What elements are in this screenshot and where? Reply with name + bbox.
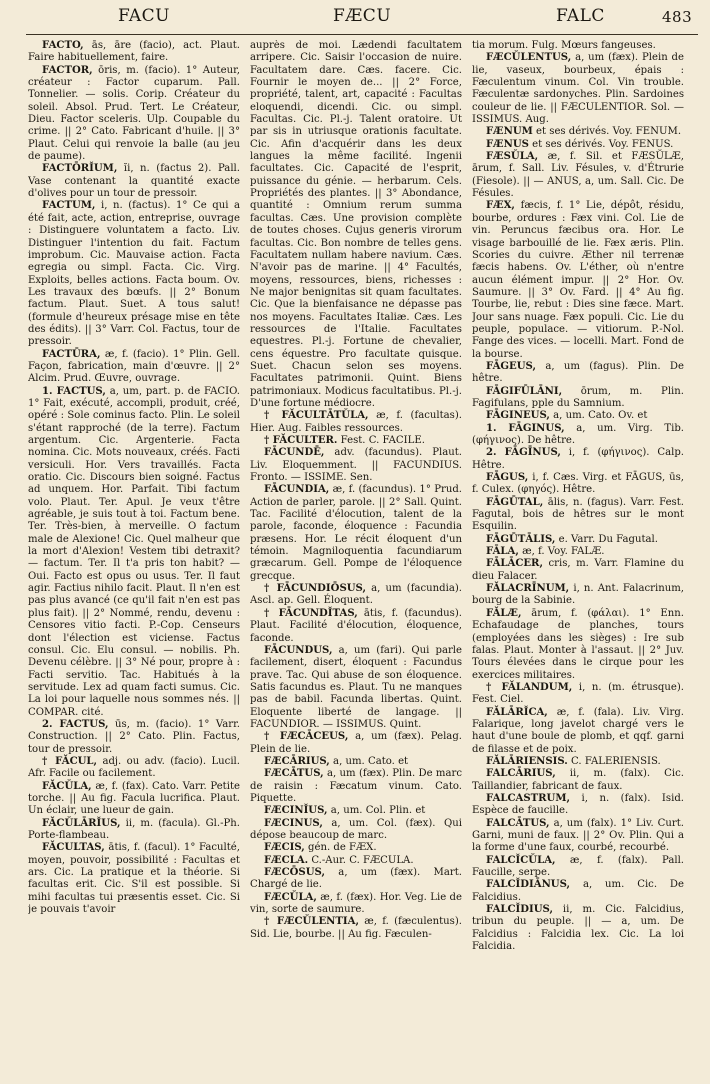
entry-definition: ās, āre (facio), act. Plaut. Faire habituellement, faire. (28, 40, 240, 64)
entry-headword: FÆCŌSUS, (264, 867, 325, 879)
entry-headword: † FĂCUL, (42, 755, 98, 767)
dictionary-entry (250, 583, 462, 608)
entry-headword: † FÆCĀCEUS, (264, 731, 349, 743)
entry-definition: ĭi, n. (factus 2). Pall. Vase contenant la quantité exacte d'olives pour un tour de pressoir. (28, 163, 240, 200)
dictionary-entry (472, 361, 684, 386)
dictionary-entry (472, 410, 684, 422)
entry-definition: C.-Aur. C. FÆCULA. (311, 854, 414, 866)
entry-headword: 2. FĀGĪNUS, (486, 447, 561, 459)
dictionary-entry (472, 707, 684, 756)
entry-headword: FÆCĀTUS, (264, 768, 324, 780)
dictionary-entry (250, 731, 462, 756)
entry-headword: FĂLÆ, (486, 607, 522, 619)
dictionary-entry (472, 126, 684, 138)
running-head-left: FACU (118, 6, 170, 26)
entry-headword: 1. FĀGINUS, (486, 422, 565, 434)
entry-definition: a, um. Cato. Ov. et (553, 410, 648, 422)
entry-definition: a, um (fæx). Plein de lie, vaseux, bourbeux, épais : Fæculentum vinum. Col. Vin trouble. Fæculentæ sardonyches. Plin. Sardoines couleur de lie. || FÆCULENTIOR. Sol. — ISSIMUS. Aug. (472, 52, 684, 126)
column-2 (250, 40, 462, 1070)
dictionary-entry (250, 892, 462, 917)
entry-definition: æ, f. (fæculentus). Sid. Lie, bourbe. || Au fig. Fæculen- (250, 916, 462, 940)
entry-definition: cris, m. Varr. Flamine du dieu Falacer. (472, 558, 684, 582)
dictionary-entry (472, 818, 684, 855)
dictionary-entry (472, 855, 684, 880)
entry-headword: † FĀCUNDĬTAS, (264, 607, 358, 619)
dictionary-entry (472, 52, 684, 126)
entry-definition: auprès de moi. Lædendi facultatem arripere. Cic. Saisir l'occasion de nuire. Facultatem dare. Cæs. facere. Cic. Fournir le moyen de... || 2° Force, propriété, talent, art, capacité : Facultas eloquendi, dicendi. Cic. ou simpl. Facultas. Cic. Pl.-j. Talent oratoire. Ut par sis in utriusque orationis facultate. Cic. Afin d'acquérir dans les deux langues la même facilité. Ingenii facultates. Cic. Capacité de l'esprit, puissance du génie. — herbarum. Cels. Propriétés des plantes. || 3° Abondance, quantité : Omnium rerum summa facultas. Cæs. Une provision complète de toutes choses. Cujus generis virorum facultas. Cic. Bon nombre de telles gens. Facultatem nullam habere navium. Cæs. N'avoir pas de marine. || 4° Facultés, moyens, ressources, biens, richesses : Ne major benignitas sit quam facultates. Cic. Que la bienfaisance ne dépasse pas nos moyens. Facultates Italiæ. Cæs. Les ressources de l'Italie. Facultates equestres. Pl.-j. Fortune de chevalier, cens équestre. Pro facultate quisque. Suet. Chacun selon ses moyens. Facultates patrimonii. Quint. Biens patrimoniaux. Modicus facultatibus. Pl.-j. D'une fortune médiocre. (250, 40, 462, 409)
entry-headword: FĀCUNDIA, (264, 484, 330, 496)
entry-definition: i, n. Ant. Falacrinum, bourg de la Sabinie. (472, 583, 684, 607)
entry-headword: FĂCŬLA, (42, 780, 92, 792)
dictionary-entry (28, 349, 240, 386)
entry-definition: æ, f. Sil. et FÆSŬLÆ, ārum, f. Sall. Liv. Fésules, v. d'Étrurie (Fiesole). || — ANUS, a, um. Sall. Cic. De Fésules. (472, 151, 684, 200)
entry-headword: FĂLĀRIENSIS. (486, 755, 568, 767)
page-number: 483 (662, 8, 693, 26)
entry-definition: gén. de FÆX. (308, 842, 377, 854)
entry-definition: ātis, f. (facundus). Plaut. Facilité d'élocution, éloquence, faconde. (250, 607, 462, 644)
entry-definition: a, um (fæx). Plin. De marc de raisin : Fæcatum vinum. Cato. Piquette. (250, 768, 462, 804)
entry-headword: FÆCINUS, (264, 817, 323, 829)
dictionary-entry (472, 904, 684, 953)
dictionary-entry (28, 756, 240, 781)
entry-headword: FACTOR, (42, 64, 93, 76)
entry-headword: † FĂLANDUM, (486, 681, 573, 693)
entry-definition: æ, f. (fæx). Hor. Veg. Lie de vin, sorte de saumure. (250, 891, 462, 916)
entry-definition: ālis, n. (fagus). Varr. Fest. Fagutal, bois de hêtres sur le mont Esquilin. (472, 496, 684, 533)
dictionary-entry (250, 867, 462, 892)
dictionary-entry (250, 818, 462, 843)
dictionary-entry (472, 386, 684, 411)
dictionary-entry (250, 805, 462, 817)
entry-definition: a, um. Col. (fæx). Qui dépose beaucoup de marc. (250, 817, 462, 841)
entry-definition: a, um. Cato. et (333, 755, 409, 767)
entry-definition: a, um. Col. Plin. et (330, 805, 426, 817)
entry-definition: Fest. C. FACILE. (340, 435, 425, 446)
entry-headword: FĂLACRĪNUM, (486, 583, 570, 595)
entry-definition: ūs, m. (facio). 1° Varr. Construction. || 2° Cato. Plin. Factus, tour de pressoir. (28, 718, 240, 755)
dictionary-entry (28, 781, 240, 818)
entry-definition: æ, f. (fax). Cato. Varr. Petite torche. || Au fig. Facula lucrifica. Plaut. Un éclair, une lueur de gain. (28, 780, 240, 817)
dictionary-entry (472, 534, 684, 546)
entry-headword: FACTŪRA, (42, 348, 101, 360)
entry-definition: ātis, f. (facul). 1° Faculté, moyen, pouvoir, possibilité : Facultas et ars. Cic. La pratique et la théorie. Si facultas erit. Cic. S'il est possible. Si mihi facultas tui præsentis esset. Cic. Si je pouvais t'avoir (28, 842, 240, 916)
entry-definition: æ, f. (facio). 1° Plin. Gell. Façon, fabrication, main d'œuvre. || 2° Alcim. Prud. Œuvre, ouvrage. (28, 348, 240, 385)
entry-headword: FALCĬDIUS, (486, 904, 553, 916)
entry-definition: i, n. (factus). 1° Ce qui a été fait, acte, action, entreprise, ouvrage : Distinguere voluntatem a facto. Liv. Distinguer l'intention du fait. Factum improbum. Cic. Mauvaise action. Facta egregia ou simpl. Facta. Cic. Virg. Exploits, belles actions. Facta boum. Ov. Les travaux des bœufs. || 2° Bonum factum. Plaut. Suet. A tous salut! (formule d'heureux présage mise en tête des édits). || 3° Varr. Col. Factus, tour de pressoir. (28, 200, 240, 348)
entry-definition: a, um, part. p. de FACIO. 1° Fait, exécuté, accompli, produit, créé, opéré : Sole cominus facto. Plin. Le soleil s'étant rapproché (de la terre). Factum argentum. Cic. Argenterie. Facta nomina. Cic. Mots nouveaux, créés. Facti versiculi. Hor. Vers travaillés. Facta oratio. Cic. Discours bien soigné. Factus ad unquem. Hor. Parfait. Tibi factum volo. Plaut. Ter. Apul. Je veux t'être agréable, je suis tout à toi. Factum bene. Ter. Très-bien, à merveille. O factum male de Alexione! Cic. Quel malheur que la mort d'Alexion! Vestem tibi detraxit? — factum. Ter. Il t'a pris ton habit? — Oui. Facto est opus ou usus. Ter. Il faut agir. Factius nihilo facit. Plaut. Il n'en est pas plus avancé (ce qu'il fait n'en est pas plus fait). || 2° Nommé, rendu, devenu : Censores vitio facti. P.-Cop. Censeurs dont l'élection est viciense. Factus consul. Cic. Elu consul. — nobilis. Ph. Devenu célèbre. || 3° Né pour, propre à : Facti servitio. Tac. Habitués à la servitude. Lex ad quam facti sumus. Cic. La loi pour laquelle nous sommes nés. || COMPAR. cité. (28, 385, 240, 718)
entry-headword: FĀLA, (486, 546, 519, 558)
entry-headword: † FĂCULTĀTŬLA, (264, 410, 369, 422)
entry-definition: ōrum, m. Plin. Fagifulans, pple du Samnium. (472, 385, 684, 409)
entry-definition: i, f. Cæs. Virg. et FĀGUS, ūs, f. Culex. (φηγός). Hêtre. (472, 472, 684, 496)
entry-headword: FĀGIFŪLĀNI, (486, 385, 563, 397)
entry-headword: FALCASTRUM, (486, 792, 571, 804)
dictionary-entry (250, 645, 462, 731)
entry-definition: e. Varr. Du Fagutal. (558, 533, 658, 545)
entry-headword: FĂLĀRĬCA, (486, 706, 548, 718)
entry-headword: FALCĀRIUS, (486, 768, 556, 780)
dictionary-entry (28, 40, 240, 65)
entry-headword: FALCĀTUS, (486, 817, 550, 829)
entry-headword: FĀLĀCER, (486, 558, 543, 570)
entry-headword: FÆCLA. (264, 854, 309, 866)
entry-definition: ii, m. (facula). Gl.-Ph. Porte-flambeau. (28, 817, 240, 841)
entry-headword: FÆNUS (486, 138, 529, 150)
column-3 (472, 40, 684, 1070)
entry-headword: FÆCŬLA, (264, 891, 317, 903)
entry-definition: a, um (fari). Qui parle facilement, disert, éloquent : Facundus prave. Tac. Qui abuse de son éloquence. Satis facundus es. Plaut. Tu ne manques pas de babil. Facunda libertas. Quint. Eloquente liberté de langage. || FACUNDIOR. — ISSIMUS. Quint. (250, 644, 462, 730)
entry-headword: FÆSŬLA, (486, 151, 539, 163)
dictionary-entry (250, 484, 462, 583)
entry-definition: i, n. (m. étrusque). Fest. Ciel. (472, 681, 684, 706)
entry-definition: a, um. Virg. Tib. (φήγινος). De hêtre. (472, 422, 684, 446)
dictionary-entry (472, 756, 684, 768)
entry-definition: a, um (fæx). Mart. Chargé de lie. (250, 867, 462, 891)
entry-headword: FALCĬDIĀNUS, (486, 879, 571, 891)
dictionary-entry (472, 200, 684, 360)
dictionary-entry (472, 608, 684, 682)
entry-headword: FACTUM, (42, 200, 96, 212)
entry-definition: a, um. Cic. De Falcidius. (472, 879, 684, 903)
entry-definition: a, um (fagus). Plin. De hêtre. (472, 360, 684, 385)
entry-headword: FÆCĀRIUS, (264, 755, 330, 767)
dictionary-entry (28, 200, 240, 348)
entry-headword: † FÆCŬLENTIA, (264, 916, 359, 928)
entry-definition: a, um (fæx). Pelag. Plein de lie. (250, 731, 462, 755)
entry-headword: FÆCINĬUS, (264, 805, 328, 817)
entry-headword: FÆCŬLENTUS, (486, 52, 572, 64)
entry-headword: FĂCŬLĀRĬUS, (42, 817, 121, 829)
entry-headword: FĀGUS, (486, 472, 529, 484)
entry-headword: FĀGINEUS, (486, 410, 550, 422)
entry-definition: ii, m. (falx). Cic. Taillandier, fabricant de faux. (472, 768, 684, 792)
entry-headword: FÆX, (486, 200, 515, 212)
dictionary-entry (472, 423, 684, 448)
entry-headword: FACTO, (42, 40, 84, 51)
entry-definition: i, f. (φήγινος). Calp. Hêtre. (472, 447, 684, 471)
dictionary-entry (472, 558, 684, 583)
entry-headword: FĀCUNDĒ, (264, 447, 325, 459)
dictionary-entry (250, 435, 462, 447)
entry-headword: FĀGŪTAL, (486, 496, 544, 508)
column-1 (28, 40, 240, 1070)
entry-headword: 1. FACTUS, (42, 385, 106, 397)
entry-definition: fæcis, f. 1° Lie, dépôt, résidu, bourbe, ordures : Fæx vini. Col. Lie de vin. Peruncus fæcibus ora. Hor. Le visage barbouillé de lie. Fæx æris. Plin. Scories du cuivre. Æther nil terrenæ fæcis habens. Ov. L'éther, où n'entre aucun élément impur. || 2° Hor. Ov. Saumure. || 3° Ov. Fard. || 4° Au fig. Tourbe, lie, rebut : Dies sine fæce. Mart. Jour sans nuage. Fæx populi. Cic. Lie du peuple, populace. — vitiorum. P.-Nol. Fange des vices. — locelli. Mart. Fond de la bourse. (472, 200, 684, 360)
dictionary-entry (28, 163, 240, 200)
dictionary-entry (472, 546, 684, 558)
entry-headword: FĀGEUS, (486, 360, 536, 372)
dictionary-entry (250, 916, 462, 941)
dictionary-entry (250, 842, 462, 854)
dictionary-entry (250, 410, 462, 435)
entry-headword: FALCĬCŬLA, (486, 854, 556, 866)
entry-headword: FÆNUM (486, 126, 533, 138)
dictionary-entry (472, 879, 684, 904)
dictionary-entry (472, 472, 684, 497)
dictionary-entry (472, 768, 684, 793)
running-head-center: FÆCU (333, 6, 392, 26)
entry-headword: FĂCULTAS, (42, 842, 105, 854)
dictionary-entry (250, 855, 462, 867)
dictionary-entry (472, 682, 684, 707)
dictionary-entry (472, 497, 684, 534)
dictionary-entry (472, 151, 684, 200)
entry-headword: † FĂCULTER. (264, 435, 338, 446)
entry-definition: et ses dérivés. Voy. FENUS. (532, 138, 674, 150)
dictionary-entry (472, 583, 684, 608)
entry-definition: adv. (facundus). Plaut. Liv. Eloquemment. || FACUNDIUS. Fronto. — ISSIME. Sen. (250, 447, 462, 484)
entry-definition: i, n. (falx). Isid. Espèce de faucille. (472, 792, 684, 817)
dictionary-entry (28, 386, 240, 719)
entry-definition: æ, f. (falx). Pall. Faucille, serpe. (472, 854, 684, 879)
entry-definition: ii, m. Cic. Falcidius, tribun du peuple. || — a, um. De Falcidius : Falcidia lex. Cic. La loi Falcidia. (472, 904, 684, 953)
entry-headword: FÆCIS, (264, 842, 305, 854)
entry-definition: adj. ou adv. (facio). Lucil. Afr. Facile ou facilement. (28, 755, 240, 780)
entry-headword: FĀGŪTĀLIS, (486, 533, 556, 545)
dictionary-entry (28, 818, 240, 843)
entry-definition: æ, f. (fala). Liv. Virg. Falarique, long javelot chargé vers le haut d'une boule de plomb, et qqf. garni de filasse et de poix. (472, 706, 684, 755)
entry-definition: æ, f. (facundus). 1° Prud. Action de parler, parole. || 2° Sall. Quint. Tac. Facilité d'élocution, talent de la parole, faconde, éloquence : Facundia præsens. Hor. Le récit éloquent d'un témoin. Magniloquentia facundiarum græcarum. Gell. Pompe de l'éloquence grecque. (250, 484, 462, 582)
dictionary-entry (472, 447, 684, 472)
entry-definition: a, um (falx). 1° Liv. Curt. Garni, muni de faux. || 2° Ov. Plin. Qui a la forme d'une faux, courbé, recourbé. (472, 817, 684, 854)
entry-headword: † FĀCUNDIŌSUS, (264, 583, 366, 595)
dictionary-entry (250, 608, 462, 645)
dictionary-entry (472, 40, 684, 52)
entry-definition: ōris, m. (facio). 1° Auteur, créateur : Factor cuparum. Pall. Tonnelier. — solis. Corip. Créateur du soleil. Absol. Prud. Tert. Le Créateur, Dieu. Factor sceleris. Ulp. Coupable du crime. || 2° Cato. Fabricant d'huile. || 3° Plaut. Celui qui renvoie la balle (au jeu de paume). (28, 64, 240, 163)
dictionary-entry (472, 139, 684, 151)
dictionary-entry (250, 447, 462, 484)
dictionary-entry (28, 719, 240, 756)
dictionary-entry (472, 793, 684, 818)
entry-definition: a, um (facundia). Ascl. ap. Gell. Éloquent. (250, 583, 462, 607)
running-head-right: FALC (556, 6, 605, 26)
dictionary-entry (250, 756, 462, 768)
entry-definition: C. FALERIENSIS. (571, 755, 661, 767)
dictionary-entry (28, 65, 240, 164)
dictionary-entry (28, 842, 240, 916)
entry-definition: æ, f. (facultas). Hier. Aug. Faibles ressources. (250, 410, 462, 434)
entry-headword: 2. FACTUS, (42, 718, 109, 730)
entry-definition: æ, f. Voy. FALÆ. (522, 546, 605, 558)
entry-headword: FĀCUNDUS, (264, 644, 333, 656)
entry-definition: et ses dérivés. Voy. FENUM. (536, 126, 682, 138)
dictionary-entry (250, 40, 462, 410)
entry-definition: tia morum. Fulg. Mœurs fangeuses. (472, 40, 656, 51)
dictionary-entry (250, 768, 462, 805)
entry-definition: ārum, f. (φάλαι). 1° Enn. Echafaudage de planches, tours (employées dans les sièges) : Ire sub falas. Plaut. Monter à l'assaut. || 2° Juv. Tours élevées dans le cirque pour les exercices militaires. (472, 607, 684, 681)
header-rule (26, 34, 698, 35)
entry-headword: FACTŌRĬUM, (42, 163, 118, 175)
